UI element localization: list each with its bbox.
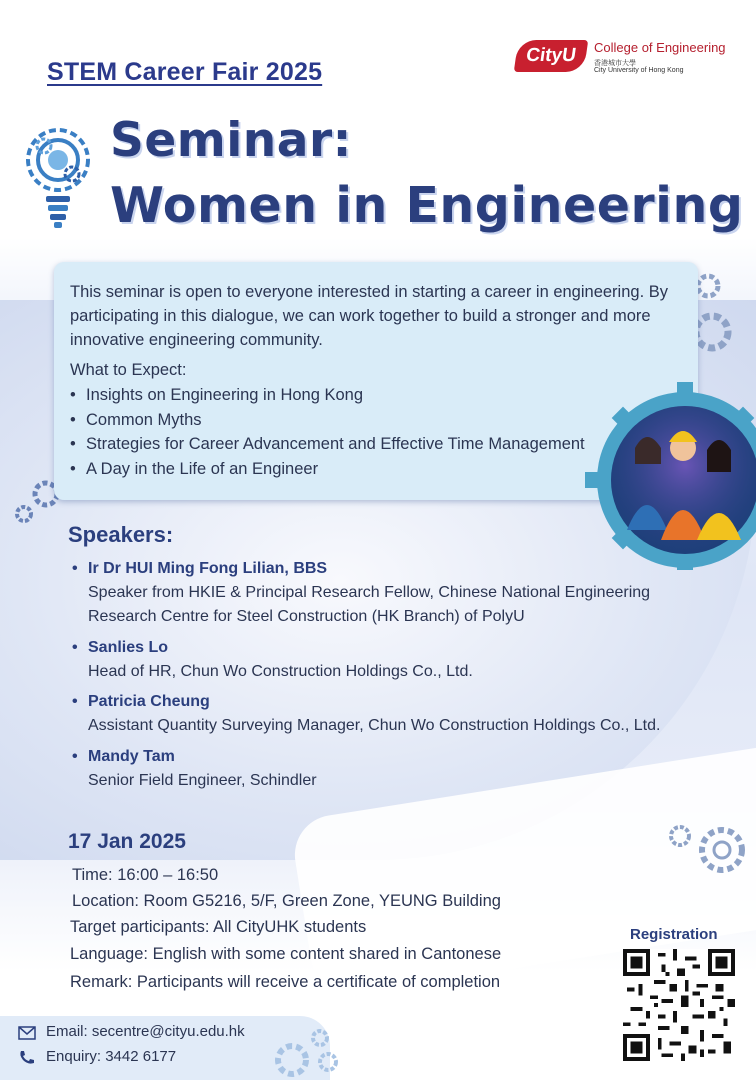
gear-icon (660, 820, 756, 884)
list-item: • Common Myths (70, 408, 585, 433)
speaker-name: • Mandy Tam (72, 745, 317, 769)
intro-paragraph: This seminar is open to everyone interested in starting a career in engineering. By participating in this dialogue, we can work together to build a stronger and more innovative engineering community. (70, 283, 668, 349)
registration-qr-code[interactable] (623, 949, 735, 1061)
speaker-item (72, 636, 473, 684)
list-item: • Insights on Engineering in Hong Kong (70, 383, 585, 408)
speaker-name: • Ir Dr HUI Ming Fong Lilian, BBS (72, 557, 650, 581)
event-target: Target participants: All CityUHK students (70, 918, 367, 936)
speaker-name: • Patricia Cheung (72, 690, 660, 714)
what-to-expect-heading: What to Expect: (70, 361, 187, 379)
contact-enquiry: Enquiry: 3442 6177 (46, 1048, 177, 1065)
speaker-role: Senior Field Engineer, Schindler (88, 772, 317, 789)
seminar-title: Women in Engineering (110, 177, 744, 234)
phone-icon (18, 1050, 36, 1066)
logo-college-name: College of Engineering (594, 40, 726, 55)
seminar-heading: Seminar: (110, 113, 352, 168)
women-engineers-illustration (585, 380, 756, 570)
speaker-item (72, 557, 650, 629)
speaker-role: Speaker from HKIE & Principal Research Fellow, Chinese National Engineering (88, 584, 651, 601)
event-time: Time: 16:00 – 16:50 (72, 866, 219, 884)
logo-university-name: City University of Hong Kong (594, 67, 684, 74)
event-language: Language: English with some content shared in Cantonese (70, 945, 502, 963)
contact-email: Email: secentre@cityu.edu.hk (46, 1023, 245, 1040)
speaker-name: • Sanlies Lo (72, 636, 473, 660)
speaker-role: Assistant Quantity Surveying Manager, Chun Wo Construction Holdings Co., Ltd. (88, 717, 661, 734)
cityu-logo: CityU (514, 40, 588, 72)
speaker-item (72, 745, 317, 793)
list-item: • A Day in the Life of an Engineer (70, 457, 585, 482)
gear-icon (270, 1028, 340, 1080)
list-item: • Strategies for Career Advancement and Effective Time Management (70, 432, 585, 457)
logo-chinese-name: 香港城市大學 (594, 60, 636, 67)
speaker-role: Head of HR, Chun Wo Construction Holdings Co., Ltd. (88, 663, 473, 680)
fair-title: STEM Career Fair 2025 (47, 58, 323, 86)
speaker-item (72, 690, 660, 738)
registration-label: Registration (630, 926, 718, 943)
speaker-role: Research Centre for Steel Construction (HK Branch) of PolyU (88, 608, 525, 625)
event-location: Location: Room G5216, 5/F, Green Zone, YEUNG Building (72, 892, 501, 910)
event-remark: Remark: Participants will receive a certificate of completion (70, 973, 501, 991)
speakers-heading: Speakers: (68, 522, 174, 547)
expectations-list (70, 383, 585, 481)
email-icon (18, 1025, 36, 1041)
event-date: 17 Jan 2025 (68, 830, 186, 853)
lightbulb-gear-icon (18, 118, 98, 238)
